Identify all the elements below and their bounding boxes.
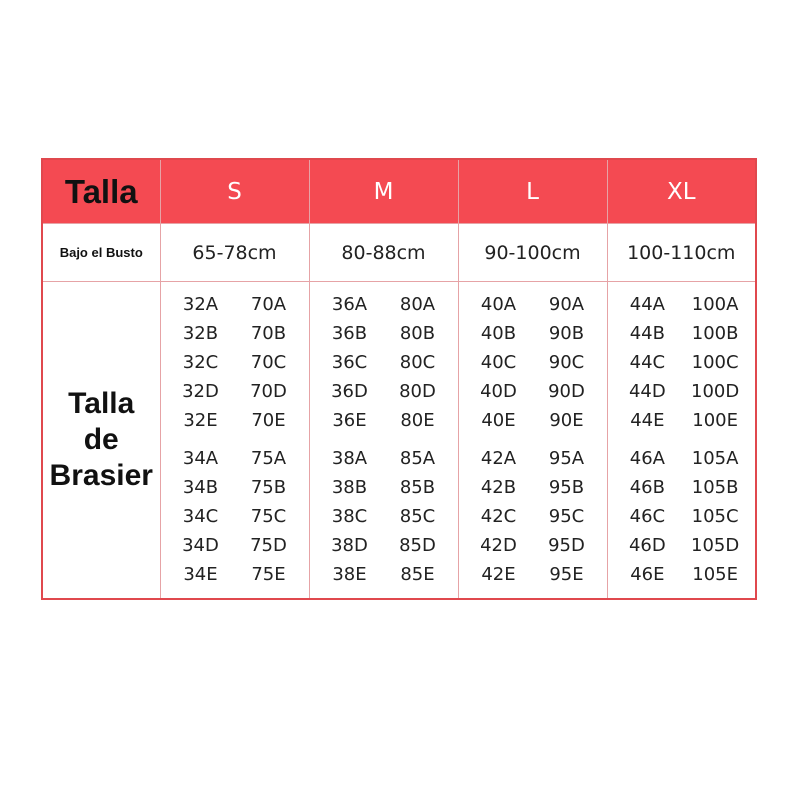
us-bra-size: 38E: [332, 564, 367, 585]
eu-bra-size: 105A: [691, 448, 739, 469]
bra-size-group: [161, 446, 309, 588]
bust-row: [42, 224, 756, 282]
us-bra-size: 46C: [629, 506, 666, 527]
us-bra-size: 42D: [480, 535, 517, 556]
us-bra-size: 36C: [331, 352, 368, 373]
eu-bra-size: 90D: [548, 381, 585, 402]
eu-bra-size: 80E: [400, 410, 435, 431]
us-bra-size: 38B: [331, 477, 368, 498]
us-bra-size: 34E: [183, 564, 218, 585]
eu-bra-size: 80B: [399, 323, 436, 344]
bra-size-label: [42, 282, 160, 600]
eu-bra-size: 85B: [399, 477, 436, 498]
eu-bra-size: 90B: [548, 323, 585, 344]
bra-label-line: Brasier: [49, 459, 153, 492]
eu-bra-size: 95C: [548, 506, 585, 527]
us-bra-size: 42A: [480, 448, 517, 469]
us-bra-size: 36E: [332, 410, 367, 431]
table-title: Talla: [42, 159, 160, 224]
eu-bra-size: 80D: [399, 381, 436, 402]
us-bra-size: 46E: [630, 564, 665, 585]
eu-bra-size: 70A: [250, 294, 287, 315]
eu-bra-size: 70C: [250, 352, 287, 373]
eu-bra-size: 105B: [691, 477, 739, 498]
eu-bra-size: 95A: [548, 448, 585, 469]
us-bra-size: 32A: [182, 294, 219, 315]
bust-range-m: 80-88cm: [309, 224, 458, 282]
bust-range-s: 65-78cm: [160, 224, 309, 282]
eu-bra-size: 95D: [548, 535, 585, 556]
us-bra-size: 46D: [628, 535, 666, 556]
us-bra-size: 40E: [481, 410, 516, 431]
us-bra-size: 32D: [182, 381, 219, 402]
us-bra-size: 32C: [182, 352, 219, 373]
eu-bra-size: 85E: [400, 564, 435, 585]
us-bra-size: 38A: [331, 448, 368, 469]
us-bra-size: 40C: [480, 352, 517, 373]
us-bra-size: 44E: [630, 410, 665, 431]
eu-bra-size: 90C: [548, 352, 585, 373]
eu-bra-size: 70E: [251, 410, 286, 431]
us-bra-size: 34D: [182, 535, 219, 556]
header-row: [42, 159, 756, 224]
eu-bra-size: 85C: [399, 506, 436, 527]
us-bra-size: 44B: [629, 323, 665, 344]
eu-bra-size: 100D: [691, 381, 740, 402]
bra-size-group: [459, 292, 607, 434]
eu-bra-size: 85D: [399, 535, 436, 556]
group-spacer: [310, 434, 458, 446]
bra-sizes-m: [309, 282, 458, 600]
bra-size-group: [310, 446, 458, 588]
eu-bra-size: 100C: [691, 352, 739, 373]
us-bra-size: 40D: [480, 381, 517, 402]
eu-bra-size: 105E: [692, 564, 738, 585]
bra-size-group: [459, 446, 607, 588]
us-bra-size: 32E: [183, 410, 218, 431]
group-spacer: [459, 434, 607, 446]
size-header-m: M: [309, 159, 458, 224]
eu-bra-size: 90E: [549, 410, 584, 431]
eu-bra-size: 100E: [692, 410, 738, 431]
eu-bra-size: 75B: [250, 477, 287, 498]
eu-bra-size: 105D: [691, 535, 740, 556]
eu-bra-size: 75D: [250, 535, 287, 556]
eu-bra-size: 80A: [399, 294, 436, 315]
eu-bra-size: 90A: [548, 294, 585, 315]
eu-bra-size: 105C: [691, 506, 739, 527]
eu-bra-size: 95B: [548, 477, 585, 498]
us-bra-size: 46A: [629, 448, 665, 469]
eu-bra-size: 75A: [250, 448, 287, 469]
eu-bra-size: 85A: [399, 448, 436, 469]
bra-label-line: de: [83, 423, 119, 456]
us-bra-size: 42E: [481, 564, 516, 585]
us-bra-size: 36B: [331, 323, 368, 344]
bra-sizes-xl: [607, 282, 756, 600]
bra-label-line: Talla: [68, 387, 135, 420]
us-bra-size: 36D: [331, 381, 368, 402]
us-bra-size: 32B: [182, 323, 219, 344]
us-bra-size: 40B: [480, 323, 517, 344]
us-bra-size: 38D: [331, 535, 368, 556]
us-bra-size: 44C: [629, 352, 666, 373]
size-chart-table: [41, 158, 757, 600]
bust-range-xl: 100-110cm: [607, 224, 756, 282]
eu-bra-size: 70D: [250, 381, 287, 402]
us-bra-size: 44A: [629, 294, 665, 315]
size-header-s: S: [160, 159, 309, 224]
group-spacer: [608, 434, 756, 446]
bust-range-l: 90-100cm: [458, 224, 607, 282]
eu-bra-size: 100A: [691, 294, 739, 315]
bra-size-group: [608, 292, 756, 434]
bra-sizes-l: [458, 282, 607, 600]
size-header-xl: XL: [607, 159, 756, 224]
us-bra-size: 34C: [182, 506, 219, 527]
bust-label: Bajo el Busto: [42, 224, 160, 282]
us-bra-size: 42B: [480, 477, 517, 498]
us-bra-size: 34A: [182, 448, 219, 469]
bra-size-group: [608, 446, 756, 588]
us-bra-size: 36A: [331, 294, 368, 315]
eu-bra-size: 75E: [251, 564, 286, 585]
bra-size-group: [161, 292, 309, 434]
eu-bra-size: 100B: [691, 323, 739, 344]
us-bra-size: 46B: [629, 477, 665, 498]
us-bra-size: 42C: [480, 506, 517, 527]
eu-bra-size: 75C: [250, 506, 287, 527]
size-header-l: L: [458, 159, 607, 224]
us-bra-size: 44D: [628, 381, 666, 402]
us-bra-size: 34B: [182, 477, 219, 498]
bra-size-row: [42, 282, 756, 600]
bra-sizes-s: [160, 282, 309, 600]
us-bra-size: 38C: [331, 506, 368, 527]
eu-bra-size: 70B: [250, 323, 287, 344]
eu-bra-size: 95E: [549, 564, 584, 585]
us-bra-size: 40A: [480, 294, 517, 315]
eu-bra-size: 80C: [399, 352, 436, 373]
bra-size-group: [310, 292, 458, 434]
group-spacer: [161, 434, 309, 446]
